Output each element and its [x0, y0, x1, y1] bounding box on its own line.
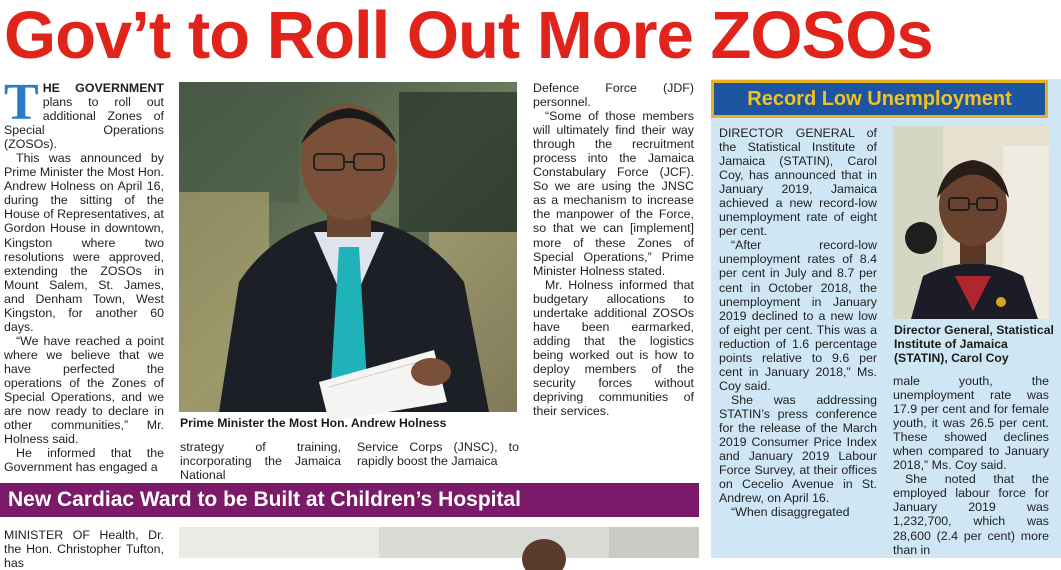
sidebar-paragraph: She was addressing STATIN’s press conference for the release of the March 2019 Consumer Price Index and January 2019 Labour Force Survey, at their offices on Cecelio Avenue in St. Andrew, on April 16. — [719, 392, 877, 506]
health-minister-image — [179, 527, 699, 558]
story-paragraph: Mr. Holness informed that budgetary allocations to undertake additional ZOSOs have been earmarked, adding that the logistics being worked out is how to deploy members of the security forces without depriving communities of their services. — [533, 277, 694, 419]
second-story-column-1 — [4, 528, 164, 570]
director-general-image — [893, 126, 1049, 319]
story-column-3 — [357, 440, 519, 472]
sidebar-column-1 — [719, 126, 877, 558]
director-general-photo — [893, 126, 1049, 319]
story-paragraph: Defence Force (JDF) personnel. — [533, 81, 694, 110]
story-paragraph: strategy of training, incorporating the Jamaica National — [180, 440, 341, 483]
lead-text: plans to roll out additional Zones of Special Operations (ZOSOs). — [4, 95, 164, 152]
story-paragraph: “We have reached a point where we believe that we have perfected the operations of the Zones of Special Operations, and we are now ready to declare in other communities,” Mr. Holness said. — [4, 333, 164, 447]
lead-caps: HE GOVERNMENT — [42, 81, 164, 95]
sidebar-column-2 — [893, 374, 1049, 558]
story-paragraph: He informed that the Government has engaged a — [4, 446, 164, 475]
sidebar-title: Record Low Unemployment — [711, 80, 1048, 118]
photo-caption: Prime Minister the Most Hon. Andrew Holness — [180, 416, 447, 430]
sidebar-paragraph: male youth, the unemployment rate was 17.9 per cent and for female youth, it was 26.5 per cent. These showed declines when compared to January 2018,” Ms. Coy said. — [893, 374, 1049, 473]
story-column-4 — [533, 81, 694, 469]
story-paragraph — [4, 74, 164, 152]
sidebar-paragraph: DIRECTOR GENERAL of the Statistical Institute of Jamaica (STATIN), Carol Coy, has announced that in January 2019, Jamaica achieved a new record-low unemployment rate of eight per cent. — [719, 126, 877, 239]
drop-cap: T — [4, 74, 39, 131]
sidebar-paragraph: “When disaggregated — [731, 505, 850, 520]
sidebar-photo-caption: Director General, Statistical Institute of Jamaica (STATIN), Carol Coy — [894, 323, 1054, 365]
sidebar-paragraph: “After record-low unemployment rates of 8.4 per cent in July and 8.7 per cent in October 2018, the unemployment in January 2019 declined to a new low of eight per cent. This was a reduction of 1.6 percentage points relative to 9.6 per cent in January 2018,” Ms. Coy said. — [719, 238, 877, 393]
story-paragraph: MINISTER OF Health, Dr. the Hon. Christopher Tufton, has — [4, 528, 164, 570]
story-paragraph: Service Corps (JNSC), to rapidly boost the Jamaica — [357, 440, 519, 469]
sidebar-paragraph: She noted that the employed labour force for January 2019 was 1,232,700, which was 28,600 (2.4 per cent) more than in — [893, 472, 1049, 557]
prime-minister-image — [179, 82, 517, 412]
prime-minister-photo — [179, 82, 517, 412]
page-headline: Gov’t to Roll Out More ZOSOs — [4, 0, 933, 73]
story-paragraph: “Some of those members will ultimately find their way through the recruitment process into the Jamaica Constabulary Force (JCF). So we are using the JNSC as a mechanism to increase the manpower of the Force, so that we can [implement] more of these Zones of Special Operations,” Prime Minister Holness stated. — [533, 109, 694, 278]
story-column-2 — [180, 440, 341, 483]
second-story-photo — [179, 527, 699, 558]
second-story-title: New Cardiac Ward to be Built at Children’s Hospital — [0, 483, 699, 517]
story-column-1 — [4, 74, 164, 477]
story-paragraph: This was announced by Prime Minister the Most Hon. Andrew Holness on April 16, during the sitting of the House of Representatives, at Gordon House in downtown, Kingston where two resolutions were approved, extending the ZOSOs in Mount Salem, St. James, and Denham Town, West Kingston, for another 60 days. — [4, 151, 164, 334]
